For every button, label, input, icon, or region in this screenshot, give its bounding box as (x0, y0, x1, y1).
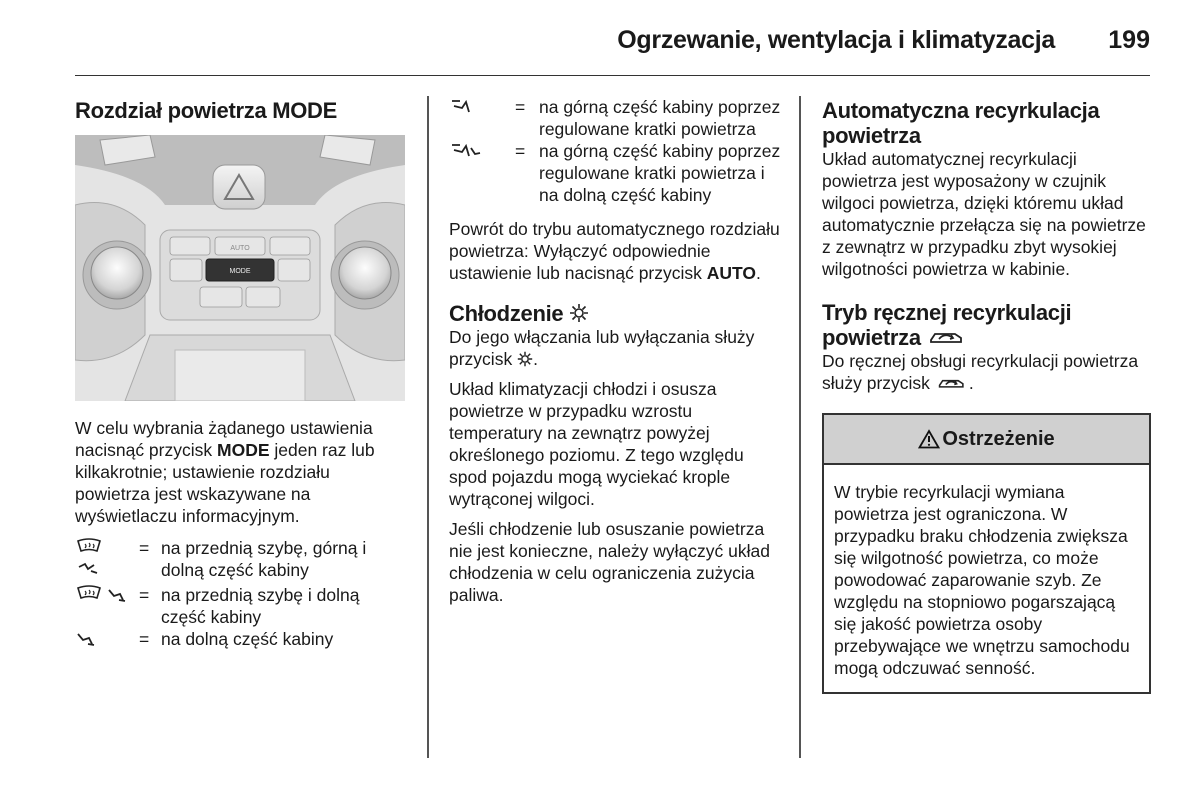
chapter-title: Ogrzewanie, wentylacja i klimatyzacja (617, 26, 1055, 54)
page-number: 199 (1108, 26, 1150, 54)
page-header (75, 0, 1150, 76)
warning-text: W trybie recyrkulacji wymiana powietrza jest ograniczona. W przypadku braku chłodzenia zwiększa się wilgotność powietrza, co może powodować zaparowanie szyb. Ze względu na stopniowo pogarszającą się jakość powietrza osoby przebywające we wnętrzu samochodu mogą odczuwać senność. (834, 482, 1130, 678)
climate-panel-illustration (75, 135, 405, 401)
definition-row: = na górną część kabiny poprzez regulowane kratki powietrza i na dolną część kabiny (449, 140, 781, 206)
column-divider-1 (427, 96, 429, 758)
mode-definitions (75, 537, 407, 655)
recirculation-icon (927, 328, 967, 346)
auto-button-label: AUTO (230, 245, 250, 252)
mode-intro-text: W celu wybrania żądanego ustawienia nacisnąć przycisk MODE jeden raz lub kilkakrotnie; ustawienie rozdziału powietrza jest wskazywane na wyświetlaczu informacyjnym. (75, 418, 375, 526)
floor-airflow-icon (75, 628, 139, 655)
cooling-heading: Chłodzenie (449, 301, 781, 326)
column-3 (822, 96, 1152, 694)
auto-recirculation-text: Układ automatycznej recyrkulacji powietrza jest wyposażony w czujnik wilgoci powietrza, dzięki któremu układ automatycznie przełącza się na powietrze z zewnątrz w przypadku zbyt wysokiej wilgotności powietrza w kabinie. (822, 149, 1146, 279)
upper-vent-icon (449, 96, 515, 140)
mode-button-label: MODE (229, 268, 251, 275)
return-auto-text: Powrót do trybu automatycznego rozdziału powietrza: Wyłączyć odpowiednie ustawienie lub nacisnąć przycisk AUTO. (449, 219, 780, 283)
snowflake-icon (569, 301, 589, 326)
recirculation-icon (935, 376, 969, 390)
auto-recirculation-heading: Automatyczna recyrkulacja powietrza (822, 98, 1100, 148)
cooling-fuel-note: Jeśli chłodzenie lub osuszanie powietrza nie jest konieczne, należy wyłączyć układ chłodzenia w celu ograniczenia zużycia paliwa. (449, 519, 770, 605)
definition-row: = na górną część kabiny poprzez regulowane kratki powietrza (449, 96, 781, 140)
upper-floor-vent-icon (449, 140, 515, 206)
warning-title: Ostrzeżenie (942, 428, 1055, 450)
warning-box (822, 413, 1151, 694)
snowflake-icon (517, 351, 533, 367)
cooling-description: Układ klimatyzacji chłodzi i osusza powietrze w przypadku wzrostu temperatury na zewnątrz powyżej określonego poziomu. Z tego względu spod pojazdu mogą wyciekać krople wytrąconej wilgoci. (449, 379, 744, 509)
definition-row: = na przednią szybę, górną i dolną część kabiny (75, 537, 407, 584)
windshield-floor-icon (75, 584, 139, 628)
warning-header (824, 415, 1149, 465)
section-heading-mode: Rozdział powietrza MODE (75, 98, 338, 123)
windshield-defrost-icon (75, 537, 139, 584)
definition-row: = na przednią szybę i dolną część kabiny (75, 584, 407, 628)
definition-row: = na dolną część kabiny (75, 628, 407, 655)
column-1 (75, 96, 407, 655)
manual-recirculation-text: Do ręcznej obsługi recyrkulacji powietrza służy przycisk . (822, 351, 1139, 393)
climate-panel-svg (75, 135, 405, 401)
warning-triangle-icon (918, 429, 940, 449)
column-2 (449, 96, 781, 606)
cooling-toggle-text: Do jego włączania lub wyłączania służy przycisk . (449, 327, 755, 369)
manual-recirculation-heading: Tryb ręcznej recyrkulacji powietrza (822, 300, 1072, 350)
column-divider-2 (799, 96, 801, 758)
